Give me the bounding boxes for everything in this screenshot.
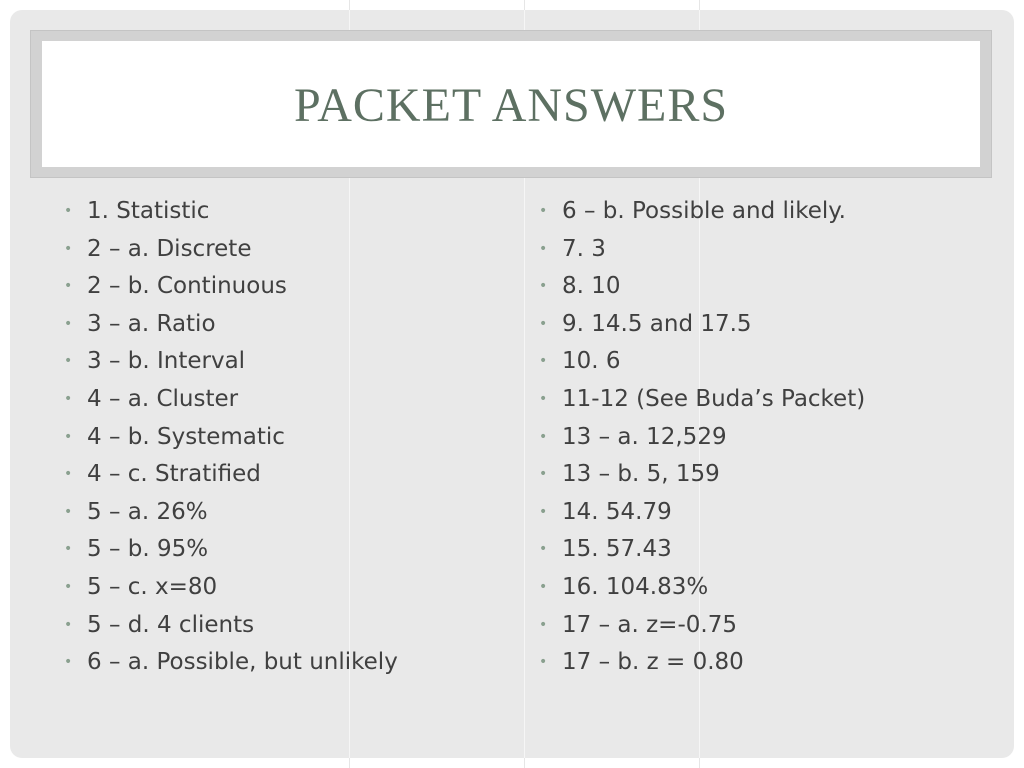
answer-item: [60, 419, 490, 457]
answer-text: 6 – b. Possible and likely.: [562, 198, 846, 224]
bullet-icon: •: [539, 278, 548, 295]
bullet-icon: •: [64, 503, 73, 520]
bullet-icon: •: [64, 278, 73, 295]
answer-text: 5 – d. 4 clients: [87, 611, 255, 638]
bullet-icon: •: [64, 390, 73, 407]
bullet-icon: •: [539, 541, 548, 558]
slide-title: PACKET ANSWERS: [293, 78, 729, 132]
bullet-icon: •: [539, 466, 548, 483]
answer-item: [535, 569, 975, 607]
answer-item: [60, 531, 490, 569]
answer-item: [535, 607, 975, 645]
answers-right-column: [535, 193, 975, 682]
answer-item: [60, 306, 490, 344]
bullet-icon: •: [539, 616, 548, 633]
answer-item: [60, 456, 490, 494]
bullet-icon: •: [539, 315, 548, 332]
answer-text: 11-12 (See Buda’s Packet): [562, 385, 866, 412]
answer-text: 10. 6: [562, 348, 621, 375]
bullet-icon: •: [539, 503, 548, 520]
answer-item: [535, 456, 975, 494]
answer-text: 1. Statistic: [87, 198, 210, 224]
answer-text: 2 – a. Discrete: [87, 235, 252, 262]
bullet-icon: •: [539, 654, 548, 671]
bullet-icon: •: [539, 428, 548, 445]
answer-item: [60, 381, 490, 419]
bullet-icon: •: [64, 353, 73, 370]
answer-item: [535, 419, 975, 457]
answers-left-column: [60, 193, 490, 682]
answer-text: 14. 54.79: [562, 498, 672, 525]
answer-text: 13 – a. 12,529: [562, 423, 727, 450]
bullet-icon: •: [539, 240, 548, 257]
answer-text: 4 – a. Cluster: [87, 385, 239, 412]
answer-text: 4 – b. Systematic: [87, 423, 285, 450]
answer-text: 3 – b. Interval: [87, 348, 246, 375]
answer-item: [60, 494, 490, 532]
answer-text: 9. 14.5 and 17.5: [562, 310, 752, 337]
answer-text: 8. 10: [562, 273, 621, 300]
answer-text: 17 – a. z=-0.75: [562, 611, 737, 638]
answer-item: [535, 231, 975, 269]
answer-item: [60, 193, 490, 231]
answer-text: 17 – b. z = 0.80: [562, 649, 744, 676]
answer-text: 2 – b. Continuous: [87, 273, 287, 300]
answer-item: [535, 644, 975, 682]
answer-text: 16. 104.83%: [562, 573, 709, 600]
answer-text: 7. 3: [562, 235, 606, 262]
answer-text: 13 – b. 5, 159: [562, 461, 720, 488]
bullet-icon: •: [539, 353, 548, 370]
bullet-icon: •: [64, 578, 73, 595]
answer-text: 6 – a. Possible, but unlikely: [87, 649, 398, 676]
answer-item: [60, 644, 490, 682]
bullet-icon: •: [64, 654, 73, 671]
answer-text: 5 – a. 26%: [87, 498, 208, 525]
answer-item: [535, 193, 975, 231]
answer-text: 15. 57.43: [562, 536, 672, 563]
title-box: [42, 41, 980, 167]
bullet-icon: •: [64, 428, 73, 445]
bullet-icon: •: [539, 578, 548, 595]
answer-item: [535, 343, 975, 381]
answer-item: [60, 268, 490, 306]
answer-text: 5 – b. 95%: [87, 536, 209, 563]
bullet-icon: •: [64, 203, 73, 219]
bullet-icon: •: [539, 390, 548, 407]
answer-item: [535, 381, 975, 419]
title-frame: [30, 30, 992, 178]
answer-item: [535, 531, 975, 569]
bullet-icon: •: [539, 203, 548, 219]
answer-item: [535, 306, 975, 344]
answer-item: [535, 494, 975, 532]
answer-item: [60, 343, 490, 381]
answer-item: [60, 231, 490, 269]
bullet-icon: •: [64, 541, 73, 558]
answer-text: 4 – c. Stratified: [87, 461, 261, 488]
answer-item: [60, 607, 490, 645]
bullet-icon: •: [64, 315, 73, 332]
answer-text: 3 – a. Ratio: [87, 310, 216, 337]
bullet-icon: •: [64, 616, 73, 633]
answer-item: [535, 268, 975, 306]
bullet-icon: •: [64, 240, 73, 257]
answer-item: [60, 569, 490, 607]
bullet-icon: •: [64, 466, 73, 483]
answer-text: 5 – c. x=80: [87, 573, 218, 600]
